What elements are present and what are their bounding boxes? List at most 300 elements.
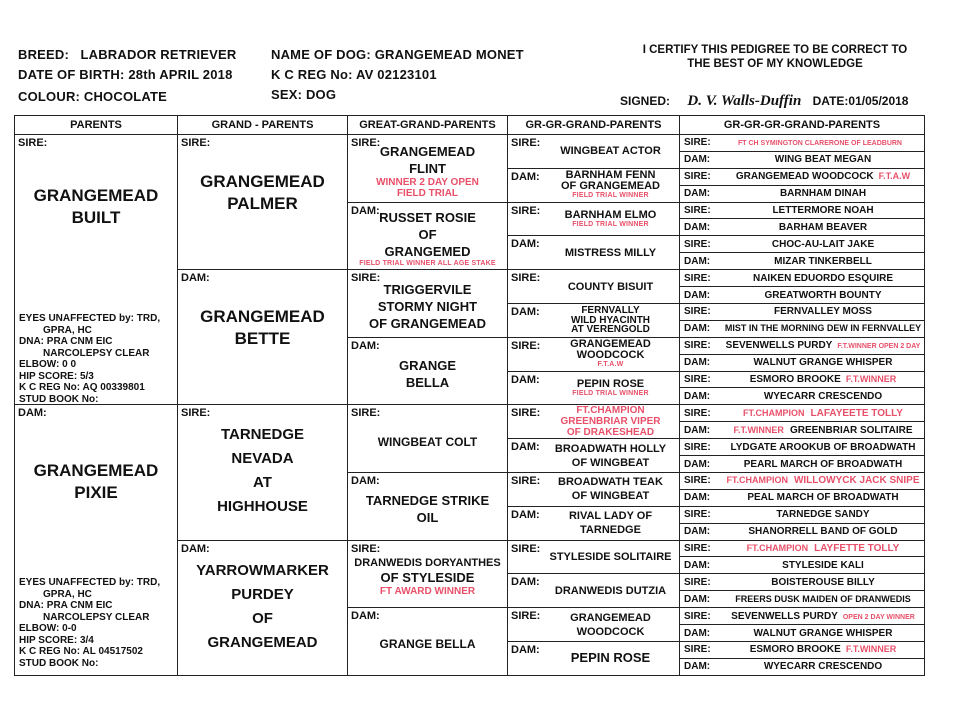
- great-grandparent-dam: [348, 202, 508, 270]
- ggg-grandparent-award-prefix: FT.CHAMPION: [746, 543, 809, 554]
- ggg-grandparent-name: [722, 442, 924, 453]
- ggg-grandparent-name: [722, 239, 924, 250]
- ggg-grandparent-award-prefix: FT.CHAMPION: [726, 475, 788, 486]
- parent-dam-name: [15, 460, 177, 504]
- ggg-grandparent-name-text: WALNUT GRANGE WHISPER: [753, 357, 893, 369]
- ggg-grandparent-dam: [680, 422, 925, 439]
- ggg-grandparent-name: [722, 154, 924, 165]
- gg-grandparent-award: FIELD TRIAL WINNER: [572, 192, 649, 200]
- great-grandparent-name: [348, 135, 507, 202]
- ggg-grandparent-label: SIRE:: [684, 137, 711, 149]
- great-grandparent-award: WINNER 2 DAY OPEN: [376, 177, 479, 189]
- col-great-grandparents: GREAT-GRAND-PARENTS: [348, 116, 508, 135]
- ggg-grandparent-name: [722, 205, 924, 216]
- ggg-grandparent-label: DAM:: [684, 458, 711, 470]
- pedigree-row: [15, 135, 925, 152]
- grandparent-name-line: GRANGEMEAD: [200, 172, 325, 191]
- ggg-grandparent-name: [722, 391, 924, 402]
- ggg-grandparent-label: SIRE:: [684, 272, 711, 284]
- ggg-grandparent-award-suffix: F.T.WINNER OPEN 2 DAY: [837, 343, 921, 351]
- ggg-grandparent-dam: [680, 625, 925, 642]
- ggg-grandparent-line: [680, 372, 924, 388]
- great-grandparent-name: [348, 473, 507, 540]
- gg-grandparent-sire: [508, 472, 680, 506]
- great-grandparent-label: SIRE:: [351, 272, 381, 285]
- grandparent-name-line: TARNEDGE: [220, 426, 305, 444]
- signed-label: SIGNED:: [620, 94, 671, 108]
- great-grandparent-award: FIELD TRIAL: [396, 188, 459, 200]
- gg-grandparent-dam: [508, 168, 680, 202]
- dog-name-value: GRANGEMEAD MONET: [374, 47, 524, 62]
- gg-grandparent-name-line: BARNHAM FENN: [565, 169, 656, 182]
- ggg-grandparent-line: [680, 642, 924, 658]
- gg-grandparent-name-line: PEPIN ROSE: [570, 650, 651, 666]
- gg-grandparent-dam: [508, 574, 680, 608]
- gg-grandparent-label: SIRE:: [511, 339, 541, 352]
- gg-grandparent-name: [542, 541, 679, 574]
- great-grandparent-cell: [348, 405, 507, 472]
- ggg-grandparent-line: [680, 524, 924, 540]
- ggg-grandparent-name-text: SHANORRELL BAND OF GOLD: [748, 526, 898, 538]
- ggg-grandparent-name-text: TARNEDGE SANDY: [776, 509, 870, 521]
- ggg-grandparent-name-text: WYECARR CRESCENDO: [763, 661, 883, 673]
- signature: D. V. Walls-Duffin: [687, 93, 802, 109]
- breed-line: [18, 47, 236, 62]
- ggg-grandparent-award-suffix: F.T.WINNER: [845, 644, 897, 655]
- gg-grandparent-award: FIELD TRIAL WINNER: [572, 389, 649, 397]
- dog-name-line: [271, 47, 524, 62]
- dob-line: [18, 67, 233, 82]
- ggg-grandparent-name-text: WALNUT GRANGE WHISPER: [753, 627, 893, 639]
- ggg-grandparent-award-suffix: F.T.A.W: [878, 171, 911, 182]
- dob-value: 28th APRIL 2018: [128, 67, 233, 82]
- grandparent-dam: [178, 540, 348, 675]
- ggg-grandparent-name-text: ESMORO BROOKE: [749, 374, 841, 386]
- grandparent-name-line: BETTE: [234, 329, 291, 349]
- ggg-grandparent-name: [722, 475, 924, 486]
- gg-grandparent-name: [542, 608, 679, 641]
- gg-grandparent-dam: [508, 641, 680, 675]
- ggg-grandparent-name: [722, 425, 924, 436]
- gg-grandparent-label: SIRE:: [511, 407, 541, 420]
- gg-grandparent-cell: [508, 270, 679, 303]
- ggg-grandparent-sire: [680, 641, 925, 658]
- gg-grandparent-cell: [508, 405, 679, 438]
- ggg-grandparent-sire: [680, 574, 925, 591]
- ggg-grandparent-label: DAM:: [684, 188, 711, 200]
- gg-grandparent-name-line: WOODCOCK: [576, 625, 645, 638]
- ggg-grandparent-line: [680, 388, 924, 404]
- ggg-grandparent-line: [680, 625, 924, 641]
- ggg-grandparent-sire: [680, 472, 925, 489]
- great-grandparent-cell: [348, 473, 507, 540]
- gg-grandparent-name: [542, 236, 679, 269]
- ggg-grandparent-line: [680, 169, 924, 185]
- ggg-grandparent-label: DAM:: [684, 559, 711, 571]
- health-info-line: NARCOLEPSY CLEAR: [43, 611, 150, 623]
- grandparent-sire: [178, 405, 348, 540]
- ggg-grandparent-label: DAM:: [684, 593, 711, 605]
- ggg-grandparent-dam: [680, 591, 925, 608]
- ggg-grandparent-label: DAM:: [684, 424, 711, 436]
- ggg-grandparent-line: [680, 473, 924, 489]
- parent-name-line: GRANGEMEAD: [33, 461, 159, 481]
- great-grandparent-name: [348, 270, 507, 337]
- gg-grandparent-name: [542, 372, 679, 405]
- ggg-grandparent-dam: [680, 658, 925, 675]
- ggg-grandparent-name-text: LYDGATE AROOKUB OF BROADWATH: [730, 441, 916, 453]
- kc-value: AV 02123101: [356, 67, 437, 82]
- ggg-grandparent-name: [722, 222, 924, 233]
- ggg-grandparent-name: [722, 543, 924, 554]
- ggg-grandparent-label: SIRE:: [684, 238, 711, 250]
- gg-grandparent-name-line: DRANWEDIS DUTZIA: [554, 584, 667, 597]
- ggg-grandparent-name: [722, 628, 924, 639]
- ggg-grandparent-line: [680, 135, 924, 151]
- health-info-line: DNA: PRA CNM EIC: [19, 600, 113, 612]
- ggg-grandparent-dam: [680, 388, 925, 405]
- ggg-grandparent-line: [680, 152, 924, 168]
- health-info-line: EYES UNAFFECTED by: TRD,: [19, 577, 161, 589]
- gg-grandparent-sire: [508, 270, 680, 304]
- great-grandparent-dam: [348, 337, 508, 405]
- ggg-grandparent-label: DAM:: [684, 289, 711, 301]
- gg-grandparent-sire: [508, 608, 680, 642]
- gg-grandparent-name-line: GRANGEMEAD: [570, 611, 651, 624]
- gg-grandparent-sire: [508, 135, 680, 169]
- dob-label: DATE OF BIRTH:: [18, 67, 125, 82]
- gg-grandparent-name-line: GRANGEMEAD: [570, 338, 651, 351]
- great-grandparent-cell: [348, 270, 507, 337]
- ggg-grandparent-line: [680, 541, 924, 557]
- ggg-grandparent-dam: [680, 185, 925, 202]
- ggg-grandparent-line: [680, 321, 924, 337]
- grandparent-cell: [178, 135, 347, 269]
- gg-grandparent-name-line: MISTRESS MILLY: [564, 246, 657, 259]
- ggg-grandparent-label: SIRE:: [684, 340, 711, 352]
- gg-grandparent-label: DAM:: [511, 373, 540, 386]
- gg-grandparent-cell: [508, 169, 679, 202]
- grandparent-name-line: PALMER: [227, 194, 298, 213]
- ggg-grandparent-name: [722, 188, 924, 199]
- ggg-grandparent-award-prefix: FT.CHAMPION: [743, 407, 805, 418]
- gg-grandparent-sire: [508, 202, 680, 236]
- great-grandparent-sire: [348, 135, 508, 203]
- grandparent-name: [178, 423, 347, 519]
- great-grandparent-label: DAM:: [351, 339, 380, 352]
- gg-grandparent-name-line: BARNHAM ELMO: [564, 208, 657, 221]
- great-grandparent-name-line: OF STYLESIDE: [380, 569, 475, 585]
- parent-dam: [15, 405, 178, 675]
- health-info-line: NARCOLEPSY CLEAR: [43, 347, 150, 359]
- ggg-grandparent-name-text: MIST IN THE MORNING DEW IN FERNVALLEY: [724, 323, 922, 334]
- ggg-grandparent-name-text: GRANGEMEAD WOODCOCK: [735, 171, 874, 183]
- health-info-line: STUD BOOK No:: [19, 393, 99, 405]
- gg-grandparent-label: DAM:: [511, 576, 540, 589]
- ggg-grandparent-label: DAM:: [684, 390, 711, 402]
- ggg-grandparent-name-text: PEAL MARCH OF BROADWATH: [747, 492, 899, 504]
- ggg-grandparent-line: [680, 439, 924, 455]
- health-info-line: GPRA, HC: [43, 588, 92, 600]
- ggg-grandparent-line: [680, 355, 924, 371]
- grandparent-name-line: PURDEY: [231, 585, 294, 603]
- ggg-grandparent-label: DAM:: [684, 221, 711, 233]
- gg-grandparent-cell: [508, 642, 679, 675]
- ggg-grandparent-name-text: SEVENWELLS PURDY: [725, 340, 833, 352]
- grandparent-label: DAM:: [181, 542, 210, 555]
- gg-grandparent-label: SIRE:: [511, 474, 541, 487]
- gg-grandparent-cell: [508, 541, 679, 574]
- ggg-grandparent-sire: [680, 439, 925, 456]
- sex-line: [271, 87, 336, 102]
- parent-dam-label: DAM:: [18, 407, 47, 420]
- ggg-grandparent-line: [680, 557, 924, 573]
- gg-grandparent-cell: [508, 439, 679, 472]
- ggg-grandparent-dam: [680, 489, 925, 506]
- gg-grandparent-dam: [508, 506, 680, 540]
- ggg-grandparent-dam: [680, 523, 925, 540]
- great-grandparent-name: [348, 608, 507, 675]
- colour-line: [18, 89, 167, 104]
- grandparent-cell: [178, 270, 347, 404]
- gg-grandparent-award: OF DRAKESHEAD: [566, 427, 655, 439]
- ggg-grandparent-sire: [680, 506, 925, 523]
- ggg-grandparent-name-text: BARNHAM DINAH: [779, 188, 867, 200]
- grandparent-cell: [178, 405, 347, 539]
- gg-grandparent-name: [542, 135, 679, 168]
- ggg-grandparent-line: [680, 608, 924, 624]
- gg-grandparent-name-line: WINGBEAT ACTOR: [560, 145, 661, 158]
- great-grandparent-cell: [348, 541, 507, 608]
- parent-sire: [15, 135, 178, 405]
- ggg-grandparent-line: [680, 253, 924, 269]
- ggg-grandparent-name-text: GREATWORTH BOUNTY: [764, 289, 882, 301]
- ggg-grandparent-line: [680, 490, 924, 506]
- breed-label: BREED:: [18, 47, 70, 62]
- grandparent-sire: [178, 135, 348, 270]
- gg-grandparent-award: GREENBRIAR VIPER: [560, 416, 661, 428]
- gg-grandparent-name: [542, 642, 679, 675]
- ggg-grandparent-label: SIRE:: [684, 509, 711, 521]
- ggg-grandparent-name-text: MIZAR TINKERBELL: [774, 255, 872, 267]
- gg-grandparent-name-line: WOODCOCK: [576, 349, 645, 362]
- gg-grandparent-name-line: OF WINGBEAT: [571, 490, 650, 503]
- ggg-grandparent-label: DAM:: [684, 357, 711, 369]
- ggg-grandparent-line: [680, 304, 924, 320]
- gg-grandparent-name: [542, 304, 679, 337]
- great-grandparent-name: [348, 405, 507, 472]
- ggg-grandparent-name: [722, 306, 924, 317]
- ggg-grandparent-label: SIRE:: [684, 205, 711, 217]
- ggg-grandparent-name: [722, 509, 924, 520]
- gg-grandparent-cell: [508, 304, 679, 337]
- ggg-grandparent-name: [722, 323, 924, 334]
- great-grandparent-cell: [348, 338, 507, 405]
- grandparent-name-line: GRANGEMEAD: [207, 633, 318, 651]
- great-grandparent-award: FIELD TRIAL WINNER ALL AGE STAKE: [359, 260, 496, 268]
- ggg-grandparent-label: DAM:: [684, 492, 711, 504]
- ggg-grandparent-name: [722, 560, 924, 571]
- ggg-grandparent-name-text: STYLESIDE KALI: [782, 559, 864, 571]
- colour-label: COLOUR:: [18, 89, 81, 104]
- gg-grandparent-name-line: WILD HYACINTH: [570, 314, 651, 326]
- great-grandparent-name: [348, 338, 507, 405]
- gg-grandparent-cell: [508, 507, 679, 540]
- gg-grandparent-name: [542, 169, 679, 202]
- ggg-grandparent-dam: [680, 456, 925, 473]
- gg-grandparent-name-line: PEPIN ROSE: [576, 377, 645, 390]
- col-ggg-grandparents: GR-GR-GR-GRAND-PARENTS: [680, 116, 925, 135]
- ggg-grandparent-line: [680, 659, 924, 675]
- gg-grandparent-name-line: COUNTY BISUIT: [567, 280, 654, 293]
- ggg-grandparent-dam: [680, 253, 925, 270]
- ggg-grandparent-name: [722, 171, 924, 182]
- ggg-grandparent-sire: [680, 371, 925, 388]
- ggg-grandparent-line: [680, 574, 924, 590]
- gg-grandparent-label: SIRE:: [511, 137, 541, 149]
- ggg-grandparent-name-text: SEVENWELLS PURDY: [731, 610, 838, 622]
- great-grandparent-name-line: GRANGEMEAD: [379, 144, 476, 160]
- ggg-grandparent-name-text: PEARL MARCH OF BROADWATH: [743, 458, 903, 470]
- ggg-grandparent-award-suffix: F.T.WINNER: [845, 374, 897, 385]
- ggg-grandparent-line: [680, 405, 924, 421]
- ggg-grandparent-label: SIRE:: [684, 407, 711, 419]
- great-grandparent-label: SIRE:: [351, 542, 381, 555]
- gg-grandparent-name-line: AT VERENGOLD: [571, 324, 650, 336]
- great-grandparent-award: FT AWARD WINNER: [379, 585, 476, 597]
- great-grandparent-label: SIRE:: [351, 137, 381, 149]
- gg-grandparent-name: [542, 405, 679, 438]
- grandparent-name-line: YARROWMARKER: [196, 561, 329, 579]
- parent-name-line: BUILT: [71, 208, 121, 227]
- gg-grandparent-sire: [508, 337, 680, 371]
- grandparent-dam: [178, 270, 348, 405]
- ggg-grandparent-line: [680, 236, 924, 252]
- ggg-grandparent-name: [722, 594, 924, 605]
- parent-sire-name: [15, 185, 177, 229]
- ggg-grandparent-name-text: LAFAYEETE TOLLY: [810, 407, 903, 419]
- great-grandparent-sire: [348, 405, 508, 473]
- ggg-grandparent-sire: [680, 270, 925, 287]
- grandparent-name: [178, 306, 347, 350]
- great-grandparent-sire: [348, 270, 508, 338]
- great-grandparent-name-line: OF GRANGEMEAD: [369, 315, 486, 331]
- ggg-grandparent-name-text: LETTERMORE NOAH: [772, 205, 874, 217]
- great-grandparent-name-line: GRANGE BELLA: [379, 637, 476, 652]
- gg-grandparent-label: DAM:: [511, 643, 540, 656]
- gg-grandparent-label: DAM:: [511, 305, 540, 318]
- gg-grandparent-cell: [508, 372, 679, 405]
- great-grandparent-name-line: WINGBEAT COLT: [377, 434, 478, 449]
- ggg-grandparent-label: SIRE:: [684, 306, 711, 318]
- ggg-grandparent-line: [680, 456, 924, 472]
- ggg-grandparent-name: [722, 256, 924, 267]
- grandparent-cell: [178, 541, 347, 675]
- parent-name-line: GRANGEMEAD: [33, 186, 159, 205]
- gg-grandparent-award: F.T.A.W: [597, 361, 624, 369]
- ggg-grandparent-name: [722, 644, 924, 655]
- health-info-line: EYES UNAFFECTED by: TRD,: [19, 313, 161, 324]
- cert-line-1: I CERTIFY THIS PEDIGREE TO BE CORRECT TO: [642, 44, 908, 56]
- great-grandparent-cell: [348, 608, 507, 675]
- ggg-grandparent-name: [722, 290, 924, 301]
- ggg-grandparent-label: DAM:: [684, 661, 711, 673]
- ggg-grandparent-sire: [680, 236, 925, 253]
- ggg-grandparent-name-text: LAYFETTE TOLLY: [814, 543, 900, 555]
- ggg-grandparent-name-text: BOISTEROUSE BILLY: [771, 576, 875, 588]
- ggg-grandparent-name: [722, 137, 924, 148]
- gg-grandparent-cell: [508, 574, 679, 607]
- great-grandparent-name-line: GRANGEMED: [384, 244, 471, 260]
- ggg-grandparent-name: [722, 526, 924, 537]
- great-grandparent-name-line: TRIGGERVILE: [383, 281, 472, 297]
- gg-grandparent-name-line: OF WINGBEAT: [571, 456, 650, 469]
- ggg-grandparent-line: [680, 203, 924, 219]
- parent-cell: [15, 405, 177, 674]
- signature-line: [620, 93, 908, 110]
- gg-grandparent-name: [542, 338, 679, 371]
- gg-grandparent-name: [542, 473, 679, 506]
- ggg-grandparent-name-text: WYECARR CRESCENDO: [763, 390, 883, 402]
- grandparent-name: [178, 559, 347, 655]
- gg-grandparent-award: FT.CHAMPION: [576, 405, 645, 417]
- grandparent-label: SIRE:: [181, 407, 211, 420]
- gg-grandparent-label: SIRE:: [511, 610, 541, 623]
- great-grandparent-name: [348, 203, 507, 270]
- ggg-grandparent-name: [722, 577, 924, 588]
- gg-grandparent-label: SIRE:: [511, 272, 541, 285]
- col-gg-grandparents: GR-GR-GRAND-PARENTS: [508, 116, 680, 135]
- health-info-line: GPRA, HC: [43, 324, 92, 336]
- sex-label: SEX:: [271, 87, 303, 102]
- great-grandparent-label: DAM:: [351, 204, 380, 217]
- gg-grandparent-name: [542, 203, 679, 236]
- ggg-grandparent-name: [722, 459, 924, 470]
- dog-name-label: NAME OF DOG:: [271, 47, 371, 62]
- great-grandparent-name: [348, 541, 507, 608]
- ggg-grandparent-name: [722, 374, 924, 385]
- gg-grandparent-dam: [508, 236, 680, 270]
- ggg-grandparent-name-text: WILLOWYCK JACK SNIPE: [793, 475, 920, 487]
- great-grandparent-name-line: FLINT: [409, 161, 446, 177]
- gg-grandparent-name-line: BROADWATH TEAK: [558, 476, 663, 489]
- ggg-grandparent-label: SIRE:: [684, 644, 711, 656]
- gg-grandparent-cell: [508, 236, 679, 269]
- gg-grandparent-cell: [508, 135, 679, 168]
- great-grandparent-name-line: GRANGE: [398, 358, 457, 374]
- sex-value: DOG: [305, 87, 337, 102]
- gg-grandparent-cell: [508, 203, 679, 236]
- parent-dam-health-info: [19, 577, 160, 669]
- kc-line: [271, 67, 437, 82]
- gg-grandparent-cell: [508, 473, 679, 506]
- ggg-grandparent-sire: [680, 337, 925, 354]
- ggg-grandparent-sire: [680, 405, 925, 422]
- date-label: DATE:: [812, 94, 849, 108]
- parent-name-line: PIXIE: [74, 483, 118, 503]
- ggg-grandparent-line: [680, 287, 924, 303]
- ggg-grandparent-line: [680, 422, 924, 438]
- ggg-grandparent-line: [680, 186, 924, 202]
- health-info-line: HIP SCORE: 3/4: [19, 634, 94, 646]
- gg-grandparent-name-line: TARNEDGE: [580, 524, 641, 537]
- ggg-grandparent-sire: [680, 168, 925, 185]
- great-grandparent-name-line: OF: [418, 227, 437, 243]
- grandparent-name-line: NEVADA: [231, 450, 294, 468]
- ggg-grandparent-sire: [680, 202, 925, 219]
- health-info-line: DNA: PRA CNM EIC: [19, 336, 113, 347]
- great-grandparent-name-line: DRANWEDIS DORYANTHES: [354, 556, 501, 569]
